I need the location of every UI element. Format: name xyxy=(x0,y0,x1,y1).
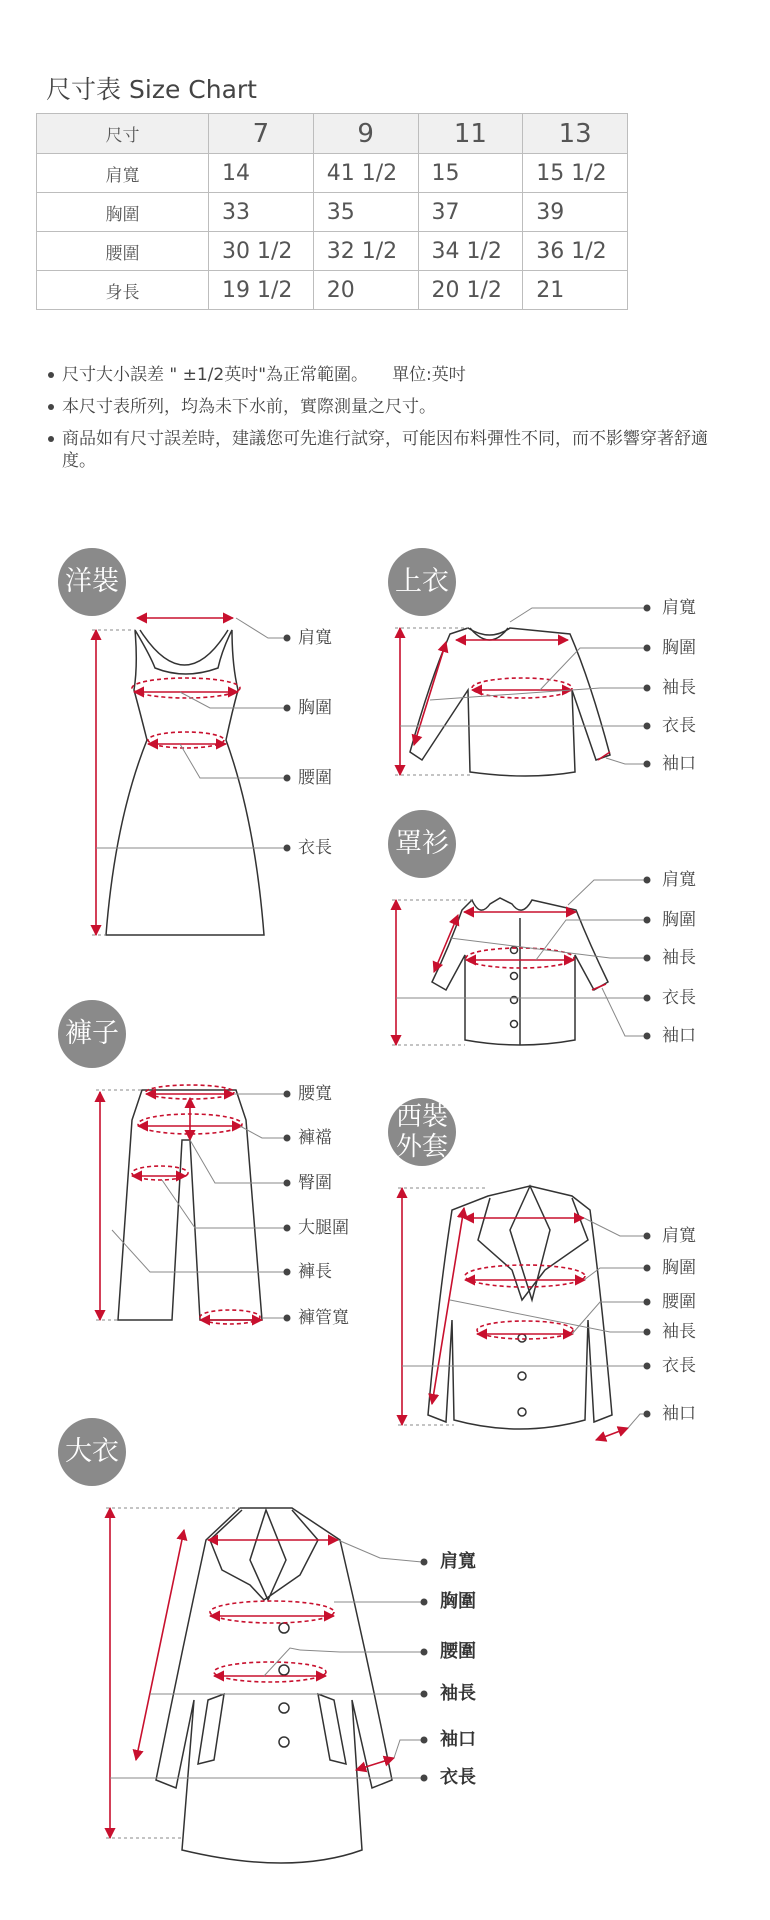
size-column-11: 11 xyxy=(418,114,523,154)
pants-label-length: 褲長 xyxy=(298,1262,332,1282)
table-cell: 20 1/2 xyxy=(418,271,523,310)
dress-diagram xyxy=(106,630,264,935)
top-guides xyxy=(395,608,645,775)
table-cell: 36 1/2 xyxy=(523,232,628,271)
suit-badge xyxy=(388,1098,456,1166)
top-label-sleeve: 袖長 xyxy=(662,678,696,698)
blouse-label-cuff: 袖口 xyxy=(662,1026,696,1046)
coat-label-length: 衣長 xyxy=(440,1767,476,1788)
coat-measures xyxy=(110,1508,394,1838)
dress-badge: 洋裝 xyxy=(58,548,126,616)
pants-label-thigh: 大腿圍 xyxy=(298,1218,349,1238)
table-cell: 34 1/2 xyxy=(418,232,523,271)
suit-diagram xyxy=(428,1186,612,1429)
table-cell: 14 xyxy=(209,154,314,193)
top-diagram xyxy=(410,628,610,776)
row-label: 肩寬 xyxy=(37,154,209,193)
blouse-dots xyxy=(644,877,651,1040)
top-label-length: 衣長 xyxy=(662,716,696,736)
pants-label-rise: 褲襠 xyxy=(298,1128,332,1148)
suit-badge-line1: 西裝 xyxy=(395,1102,448,1132)
size-column-13: 13 xyxy=(523,114,628,154)
suit-label-waist: 腰圍 xyxy=(662,1292,696,1312)
table-cell: 30 1/2 xyxy=(209,232,314,271)
size-header-label: 尺寸 xyxy=(37,114,209,154)
coat-dots xyxy=(421,1559,428,1782)
dress-dots xyxy=(284,635,291,852)
table-cell: 20 xyxy=(313,271,418,310)
table-cell: 35 xyxy=(313,193,418,232)
blouse-label-shoulder: 肩寬 xyxy=(662,870,696,890)
dress-label-chest: 胸圍 xyxy=(298,698,332,718)
top-badge: 上衣 xyxy=(388,548,456,616)
suit-label-chest: 胸圍 xyxy=(662,1258,696,1278)
note-fit-text: 商品如有尺寸誤差時，建議您可先進行試穿，可能因布料彈性不同，而不影響穿著舒適度。 xyxy=(62,429,708,471)
suit-label-cuff: 袖口 xyxy=(662,1404,696,1424)
top-label-cuff: 袖口 xyxy=(662,754,696,774)
table-cell: 15 xyxy=(418,154,523,193)
table-cell: 21 xyxy=(523,271,628,310)
coat-label-shoulder: 肩寬 xyxy=(440,1551,476,1572)
dress-label-waist: 腰圍 xyxy=(298,768,332,788)
dress-guides xyxy=(92,618,285,935)
blouse-badge: 罩衫 xyxy=(388,810,456,878)
dress-waist-ellipse xyxy=(148,732,224,748)
blouse-label-sleeve: 袖長 xyxy=(662,948,696,968)
suit-label-sleeve: 袖長 xyxy=(662,1322,696,1342)
pants-measures xyxy=(100,1085,262,1324)
dress-neckline xyxy=(140,630,228,665)
blouse-label-chest: 胸圍 xyxy=(662,910,696,930)
table-cell: 15 1/2 xyxy=(523,154,628,193)
dress-label-shoulder: 肩寬 xyxy=(298,628,332,648)
note-measure-text: 本尺寸表所列，均為未下水前，實際測量之尺寸。 xyxy=(62,397,436,417)
table-cell: 41 1/2 xyxy=(313,154,418,193)
table-cell: 33 xyxy=(209,193,314,232)
blouse-guides xyxy=(392,880,645,1045)
suit-label-shoulder: 肩寬 xyxy=(662,1226,696,1246)
dress-label-length: 衣長 xyxy=(298,838,332,858)
table-cell: 32 1/2 xyxy=(313,232,418,271)
pants-dots xyxy=(284,1091,291,1322)
coat-badge: 大衣 xyxy=(58,1418,126,1486)
pants-label-hem: 褲管寬 xyxy=(298,1308,349,1328)
suit-measures xyxy=(402,1188,628,1440)
row-label: 腰圍 xyxy=(37,232,209,271)
size-column-7: 7 xyxy=(209,114,314,154)
row-label: 身長 xyxy=(37,271,209,310)
top-dots xyxy=(644,605,651,768)
note-tolerance-text: 尺寸大小誤差 " ±1/2英吋"為正常範圍。 xyxy=(62,365,369,385)
title-en: Size Chart xyxy=(129,75,257,104)
top-label-shoulder: 肩寬 xyxy=(662,598,696,618)
pants-label-hip: 臀圍 xyxy=(298,1173,332,1193)
size-column-9: 9 xyxy=(313,114,418,154)
suit-label-length: 衣長 xyxy=(662,1356,696,1376)
dress-outline xyxy=(106,630,264,935)
title-zh: 尺寸表 xyxy=(46,75,122,104)
top-label-chest: 胸圍 xyxy=(662,638,696,658)
table-cell: 39 xyxy=(523,193,628,232)
pants-label-waist: 腰寬 xyxy=(298,1084,332,1104)
top-outline xyxy=(410,628,610,776)
coat-label-waist: 腰圍 xyxy=(440,1641,476,1662)
table-cell: 19 1/2 xyxy=(209,271,314,310)
row-label: 胸圍 xyxy=(37,193,209,232)
coat-label-sleeve: 袖長 xyxy=(440,1683,476,1704)
coat-label-chest: 胸圍 xyxy=(440,1591,476,1612)
suit-guides xyxy=(398,1188,645,1428)
coat-diagram xyxy=(156,1508,392,1863)
pants-badge: 褲子 xyxy=(58,1000,126,1068)
table-cell: 37 xyxy=(418,193,523,232)
suit-dots xyxy=(644,1233,651,1418)
coat-label-cuff: 袖口 xyxy=(440,1729,476,1750)
blouse-label-length: 衣長 xyxy=(662,988,696,1008)
suit-badge-line2: 外套 xyxy=(395,1132,448,1162)
note-unit-text: 單位:英吋 xyxy=(392,365,466,385)
